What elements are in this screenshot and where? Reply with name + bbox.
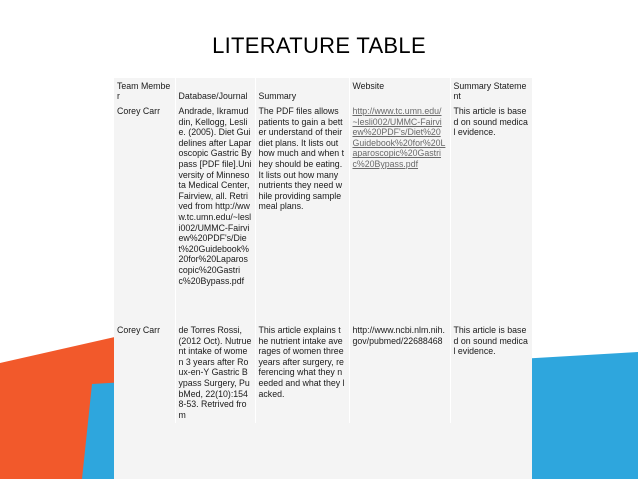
cell-summary-statement: This article is based on sound medical evidence. [453,325,528,357]
cell-website [349,105,450,323]
cell-team-member: Corey Carr [114,323,175,423]
cell-summary: This article explains the nutrient intake averages of women three years after surgery, referencing what they needed and what they lacked. [255,323,349,423]
website-text[interactable]: http://www.ncbi.nlm.nih.gov/pubmed/22688468 [352,325,445,346]
literature-table [114,78,532,479]
cell-database-journal: de Torres Rossi, (2012 Oct). Nutruent intake of women 3 years after Roux-en-Y Gastric Bypass Surgery, PubMed, 22(10):1548-53. Retrived from [175,323,255,423]
header-summary: Summary [255,78,349,105]
cell-summary-statement: This article is based on sound medical evidence. [453,106,528,138]
website-link[interactable]: http://www.tc.umn.edu/~lesli002/UMMC-Fairview%20PDF's/Diet%20Guidebook%20for%20Laparoscopic%20Gastric%20Bypass.pdf [352,106,446,169]
header-summary-statement: Summary Statement [453,80,527,102]
cell-website [349,323,450,423]
slide-title: LITERATURE TABLE [212,33,426,58]
header-website: Website [349,78,450,105]
cell-team-member: Corey Carr [114,105,175,323]
cell-database-journal: Andrade, Ikramuddin, Kellogg, Leslie. (2005). Diet Guidelines after Laparoscopic Gastric Bypass [PDF file].University of Minnesota Medical Center, Fairview, all. Retrived from http://www.tc.umn.edu/~lesli002/UMMC-Fairview%20PDF's/Diet%20Guidebook%20for%20Laparoscopic%20Gastric%20Bypass.pdf [175,105,255,323]
header-team-member: Team Member [114,78,175,105]
table-row [114,105,532,323]
table-row [114,323,532,423]
header-database-journal: Database/Journal [175,78,255,105]
table-header-row [114,78,532,105]
cell-summary: The PDF files allows patients to gain a better understand of their diet plans. It lists out how much and when they should be eating. It lists out how many nutrients they need while providing sample meal plans. [255,105,349,323]
